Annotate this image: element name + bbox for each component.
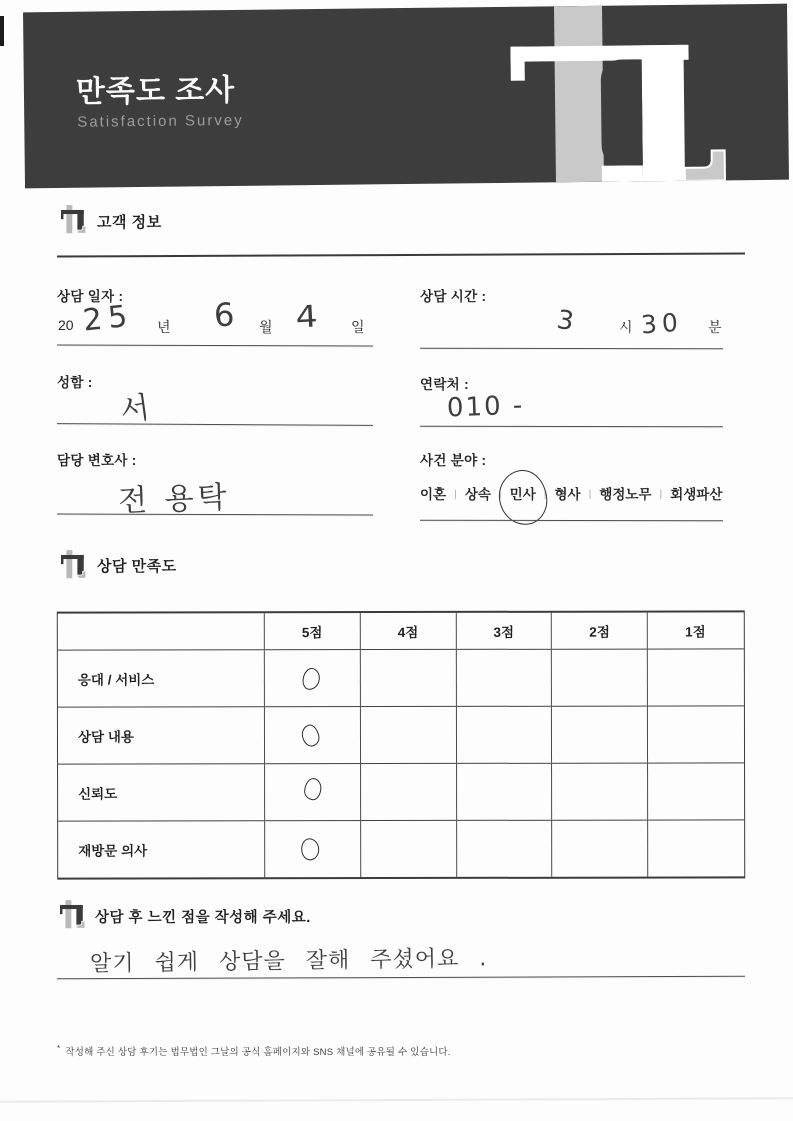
handwritten-month: 6 [212,295,236,335]
score-cell-1 [647,820,743,876]
handwritten-hour: 3 [554,304,576,338]
table-row [58,648,744,706]
lawyer-field-label: 담당 변호사 : [57,453,137,468]
score-cell-2 [551,650,647,706]
score-header-2: 2점 [551,613,647,649]
handwritten-contact: 010 - [446,390,525,424]
score-cell-1 [647,706,743,762]
time-underline [420,348,723,350]
score-cell-3 [455,650,551,706]
option-separator: | [498,488,502,500]
scan-edge-artifact [0,16,4,46]
score-cell-4 [360,707,456,763]
name-underline [57,423,373,426]
option-separator: | [588,488,592,500]
tl-monogram-logo-icon [503,4,789,183]
case-type-underline [420,520,723,522]
score-cell-5 [264,650,360,706]
minute-unit: 분 [708,319,722,335]
customer-info-section-title: 고객 정보 [97,214,162,231]
handwritten-year: 25 [81,298,135,339]
score-header-1: 1점 [647,612,743,648]
footer-note-text: 작성해 주신 상담 후기는 법무법인 그날의 공식 홈페이지와 SNS 채널에 공유될 수 있습니다. [65,1047,451,1058]
case-type-options [420,483,722,503]
table-row [58,819,744,877]
asterisk-mark: * [57,1044,61,1053]
case-option-divorce: 이혼 [420,487,447,502]
section-divider [57,252,745,257]
hour-unit: 시 [619,319,633,335]
satisfaction-table [57,610,745,879]
score-cell-4 [360,764,456,820]
section-logo-icon [61,550,87,580]
case-option-inheritance: 상속 [464,487,491,502]
table-header-row [58,612,744,649]
month-unit: 월 [259,319,273,335]
option-separator: | [454,488,457,500]
year-unit: 년 [157,319,171,335]
row-label: 상담 내용 [77,729,134,745]
score-cell-3 [456,707,552,763]
score-header-4: 4점 [360,613,456,649]
score-cell-5 [264,707,360,763]
feedback-section-title: 상담 후 느낀 점을 작성해 주세요. [95,910,311,926]
score-cell-2 [552,821,648,877]
date-underline [57,344,373,346]
score-cell-4 [360,821,456,877]
handdrawn-mark-circle [300,723,321,748]
score-header-3: 3점 [455,613,551,649]
day-unit: 일 [351,319,365,335]
score-cell-1 [647,763,743,819]
score-cell-3 [456,764,552,820]
row-label: 재방문 의사 [78,843,148,859]
date-prefix: 20 [58,317,74,333]
table-row [58,705,744,763]
score-cell-2 [551,764,647,820]
section-logo-icon [60,900,86,930]
handwritten-feedback: 알기 쉽게 상담을 잘해 주셨어요 . [89,946,488,977]
score-cell-1 [647,649,743,705]
score-cell-4 [360,650,456,706]
contact-underline [420,426,723,428]
score-cell-2 [551,707,647,763]
page-title: 만족도 조사 [75,73,236,109]
score-cell-3 [456,821,552,877]
row-label: 신뢰도 [78,786,118,802]
handwritten-day: 4 [294,299,319,336]
handwritten-minute: 30 [640,307,684,340]
case-option-civil: 민사 [509,487,536,502]
paper-bottom-edge [0,1097,793,1102]
section-logo-icon [61,205,87,235]
table-row [58,762,744,820]
option-separator: | [659,488,663,500]
date-field-label: 상담 일자 : [57,289,124,304]
case-type-field-label: 사건 분야 : [420,453,487,468]
header-banner [23,4,789,189]
handdrawn-mark-circle [303,778,321,801]
option-separator: | [543,488,547,500]
handdrawn-mark-circle [301,667,321,691]
empty-header-cell [58,613,264,649]
row-label: 응대 / 서비스 [77,672,155,688]
case-option-labor: 행정노무 [599,487,652,502]
page-subtitle: Satisfaction Survey [77,111,244,131]
handdrawn-mark-circle [301,838,321,861]
handdrawn-selection-circle [496,468,549,528]
satisfaction-section-title: 상담 만족도 [97,558,177,575]
handwritten-lawyer-name: 전 용탁 [117,480,232,519]
score-header-5: 5점 [264,613,360,649]
handwritten-name: 서 [118,390,152,429]
score-cell-5 [264,764,360,820]
time-field-label: 상담 시간 : [420,289,487,304]
footer-note [57,1044,451,1058]
name-field-label: 성함 : [57,375,93,390]
case-option-bankruptcy: 회생파산 [670,487,723,502]
case-option-criminal: 형사 [554,487,581,502]
score-cell-5 [264,821,360,877]
contact-field-label: 연락처 : [420,377,469,392]
